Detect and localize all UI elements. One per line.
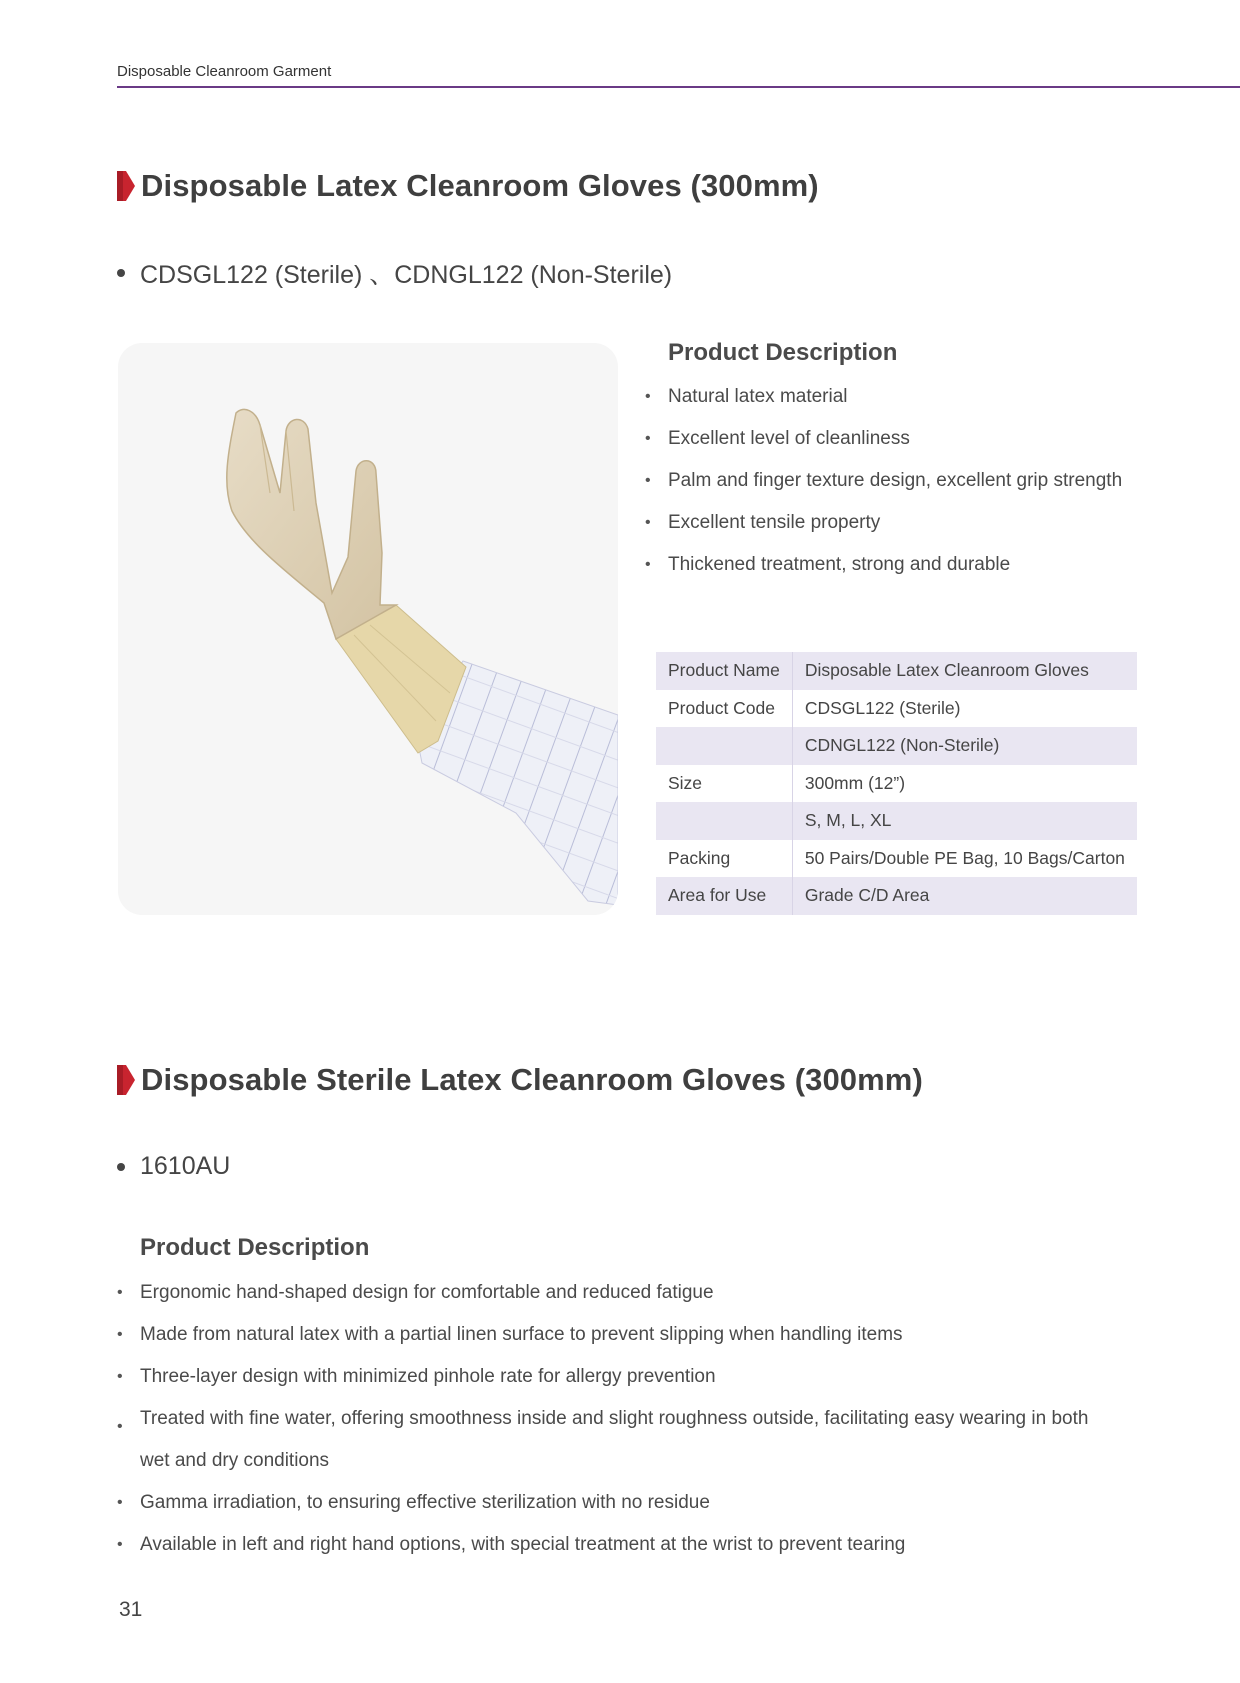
- spec-value: 300mm (12”): [804, 772, 906, 793]
- spec-label: Product Name: [656, 652, 792, 690]
- section2-heading: [117, 1062, 923, 1098]
- spec-value: Grade C/D Area: [792, 877, 1137, 915]
- spec-value: Disposable Latex Cleanroom Gloves: [792, 652, 1137, 690]
- running-header: Disposable Cleanroom Garment: [117, 63, 332, 80]
- bullet-dot-icon: •: [117, 1418, 123, 1435]
- list-item: • Excellent level of cleanliness: [645, 426, 1122, 452]
- spec-value: CDNGL122 (Non-Sterile): [792, 727, 1137, 765]
- table-row: [656, 802, 1137, 840]
- table-row: [656, 840, 1137, 878]
- bullet-dot-icon: •: [645, 514, 651, 531]
- list-item: • Natural latex material: [645, 384, 1122, 410]
- section1-codes: CDSGL122 (Sterile) 、CDNGL122 (Non-Sterile): [140, 261, 673, 289]
- list-item: • Thickened treatment, strong and durable: [645, 552, 1122, 578]
- section2-code-line: [117, 1152, 230, 1181]
- bullet-dot-icon: •: [645, 556, 651, 573]
- bullet-dot-icon: •: [645, 472, 651, 489]
- spec-table: [656, 652, 1137, 915]
- header-divider: [117, 86, 1240, 88]
- table-row: [656, 690, 1137, 728]
- bullet-dot-icon: •: [117, 1536, 123, 1553]
- spec-label: [656, 802, 792, 840]
- list-item: • Ergonomic hand-shaped design for comfortable and reduced fatigue: [117, 1280, 1117, 1306]
- list-item: • Available in left and right hand options, with special treatment at the wrist to prevent tearing: [117, 1532, 1117, 1558]
- section1-feature-list: [645, 384, 1122, 594]
- list-item: • Excellent tensile property: [645, 510, 1122, 536]
- bullet-dot-icon: •: [117, 1284, 123, 1301]
- section2-feature-list: [117, 1280, 1117, 1574]
- product-image-latex-glove: [118, 343, 618, 915]
- red-arrow-marker-icon: [117, 1065, 135, 1095]
- list-item: • Gamma irradiation, to ensuring effective sterilization with no residue: [117, 1490, 1117, 1516]
- section1-description-heading: Product Description: [668, 339, 898, 366]
- bullet-dot-icon: •: [645, 388, 651, 405]
- section1-code-line: [117, 255, 672, 291]
- table-row: [656, 765, 1137, 803]
- list-item: • Three-layer design with minimized pinhole rate for allergy prevention: [117, 1364, 1117, 1390]
- table-row: [656, 652, 1137, 690]
- spec-label: Product Code: [656, 690, 792, 728]
- list-item: • Palm and finger texture design, excellent grip strength: [645, 468, 1122, 494]
- spec-label: Size: [656, 765, 792, 803]
- table-row: [656, 877, 1137, 915]
- page-number: 31: [119, 1598, 143, 1621]
- bullet-dot-icon: •: [117, 1326, 123, 1343]
- section2-title: Disposable Sterile Latex Cleanroom Gloves (300mm): [141, 1062, 923, 1097]
- section2-code: 1610AU: [140, 1152, 231, 1180]
- spec-label: Packing: [656, 840, 792, 878]
- spec-label: Area for Use: [656, 877, 792, 915]
- spec-label: [656, 727, 792, 765]
- bullet-dot-icon: [117, 1163, 125, 1171]
- spec-value: S, M, L, XL: [792, 802, 1137, 840]
- table-row: [656, 727, 1137, 765]
- list-item: • Treated with fine water, offering smoothness inside and slight roughness outside, facilitating easy wearing in both wet and dry conditions: [117, 1408, 1089, 1471]
- spec-value: 50 Pairs/Double PE Bag, 10 Bags/Carton: [804, 847, 1125, 868]
- bullet-dot-icon: •: [117, 1494, 123, 1511]
- bullet-dot-icon: •: [117, 1368, 123, 1385]
- bullet-dot-icon: •: [645, 430, 651, 447]
- list-item: • Made from natural latex with a partial linen surface to prevent slipping when handling items: [117, 1322, 1117, 1348]
- latex-glove-illustration: [118, 343, 618, 915]
- section1-title: Disposable Latex Cleanroom Gloves (300mm): [141, 168, 819, 203]
- section1-heading: [117, 168, 819, 204]
- section2-description-heading: Product Description: [140, 1234, 370, 1261]
- spec-value: CDSGL122 (Sterile): [804, 697, 961, 718]
- red-arrow-marker-icon: [117, 171, 135, 201]
- bullet-dot-icon: [117, 269, 125, 277]
